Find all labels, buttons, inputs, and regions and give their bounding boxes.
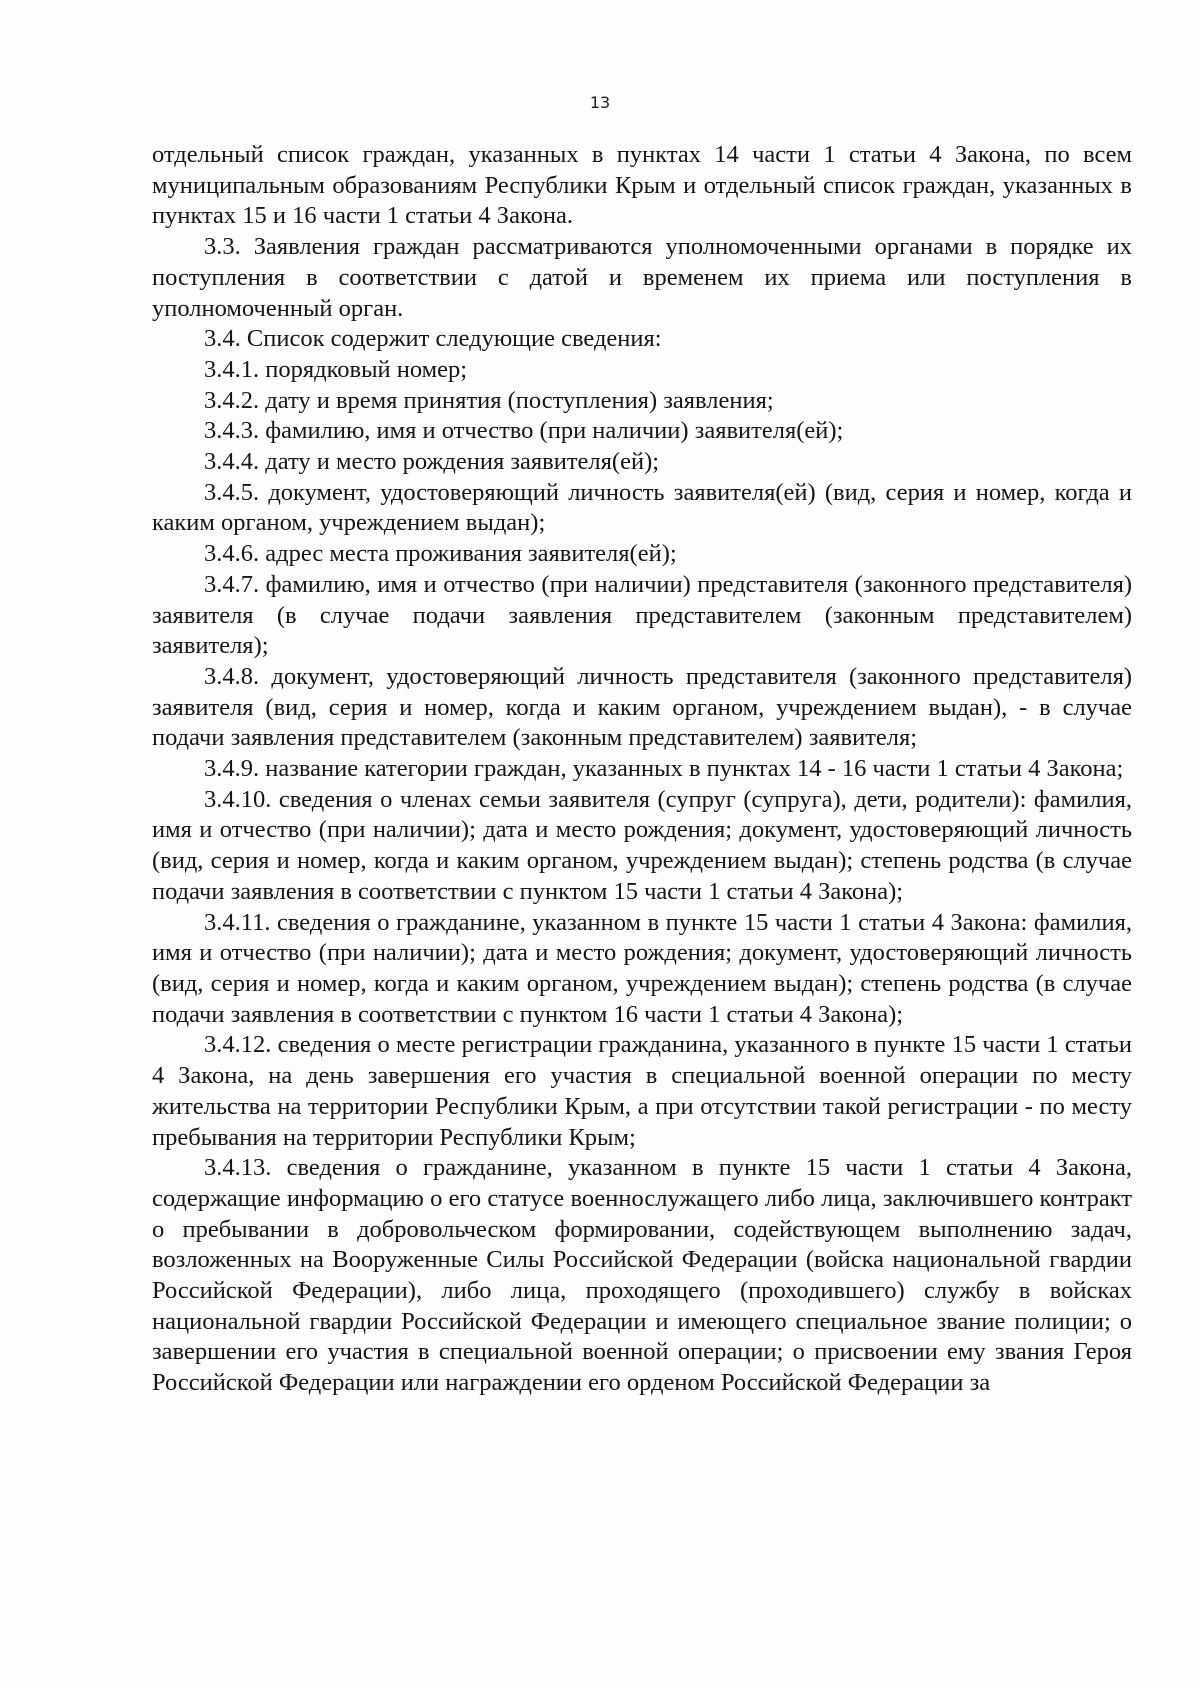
paragraph-3-4-8: 3.4.8. документ, удостоверяющий личность представителя (законного представителя) заявителя (вид, серия и номер, когда и каким органом, учреждением выдан), - в случае подачи заявления представителем (законным представителем) заявителя;: [152, 662, 1132, 752]
paragraph-3-4-7: 3.4.7. фамилию, имя и отчество (при наличии) представителя (законного представителя) заявителя (в случае подачи заявления представителем (законным представителем) заявителя);: [152, 570, 1132, 660]
paragraph-3-4-9: 3.4.9. название категории граждан, указанных в пунктах 14 - 16 части 1 статьи 4 Закона;: [204, 755, 1124, 783]
document-body: [152, 140, 1132, 1399]
paragraph-3-4-4: 3.4.4. дату и место рождения заявителя(ей);: [204, 448, 660, 476]
page-number: 13: [589, 93, 611, 112]
paragraph-3-4-6: 3.4.6. адрес места проживания заявителя(ей);: [204, 540, 677, 568]
paragraph-3-4: 3.4. Список содержит следующие сведения:: [204, 325, 662, 353]
paragraph-3-3: 3.3. Заявления граждан рассматриваются уполномоченными органами в порядке их поступления в соответствии с датой и временем их приема или поступления в уполномоченный орган.: [152, 233, 1132, 322]
paragraph-3-4-13: 3.4.13. сведения о гражданине, указанном в пункте 15 части 1 статьи 4 Закона, содержащие информацию о его статусе военнослужащего либо лица, заключившего контракт о пребывании в добровольческом формировании, содействующем выполнению задач, возложенных на Вооруженные Силы Российской Федерации (войска национальной гвардии Российской Федерации), либо лица, проходящего (проходившего) службу в войсках национальной гвардии Российской Федерации и имеющего специальное звание полиции; о завершении его участия в специальной военной операции; о присвоении ему звания Героя Российской Федерации или награждении его орденом Российской Федерации за: [152, 1154, 1132, 1397]
paragraph-3-4-1: 3.4.1. порядковый номер;: [204, 355, 468, 383]
paragraph-3-4-10: 3.4.10. сведения о членах семьи заявителя (супруг (супруга), дети, родители): фамилия, имя и отчество (при наличии); дата и место рождения; документ, удостоверяющий личность (вид, серия и номер, когда и каким органом, учреждением выдан); степень родства (в случае подачи заявления в соответствии с пунктом 15 части 1 статьи 4 Закона);: [152, 785, 1132, 905]
paragraph-3-4-3: 3.4.3. фамилию, имя и отчество (при наличии) заявителя(ей);: [204, 417, 844, 445]
paragraph-3-4-12: 3.4.12. сведения о месте регистрации гражданина, указанного в пункте 15 части 1 статьи 4 Закона, на день завершения его участия в специальной военной операции по месту жительства на территории Республики Крым, а при отсутствии такой регистрации - по месту пребывания на территории Республики Крым;: [152, 1031, 1132, 1151]
paragraph-continuation: отдельный список граждан, указанных в пунктах 14 части 1 статьи 4 Закона, по всем муниципальным образованиям Республики Крым и отдельный список граждан, указанных в пунктах 15 и 16 части 1 статьи 4 Закона.: [152, 141, 1132, 230]
paragraph-3-4-2: 3.4.2. дату и время принятия (поступления) заявления;: [204, 386, 774, 414]
paragraph-3-4-11: 3.4.11. сведения о гражданине, указанном в пункте 15 части 1 статьи 4 Закона: фамилия, имя и отчество (при наличии); дата и место рождения; документ, удостоверяющий личность (вид, серия и номер, когда и каким органом, учреждением выдан); степень родства (в случае подачи заявления в соответствии с пунктом 16 части 1 статьи 4 Закона);: [152, 908, 1132, 1028]
paragraph-3-4-5: 3.4.5. документ, удостоверяющий личность заявителя(ей) (вид, серия и номер, когда и каким органом, учреждением выдан);: [152, 478, 1132, 537]
